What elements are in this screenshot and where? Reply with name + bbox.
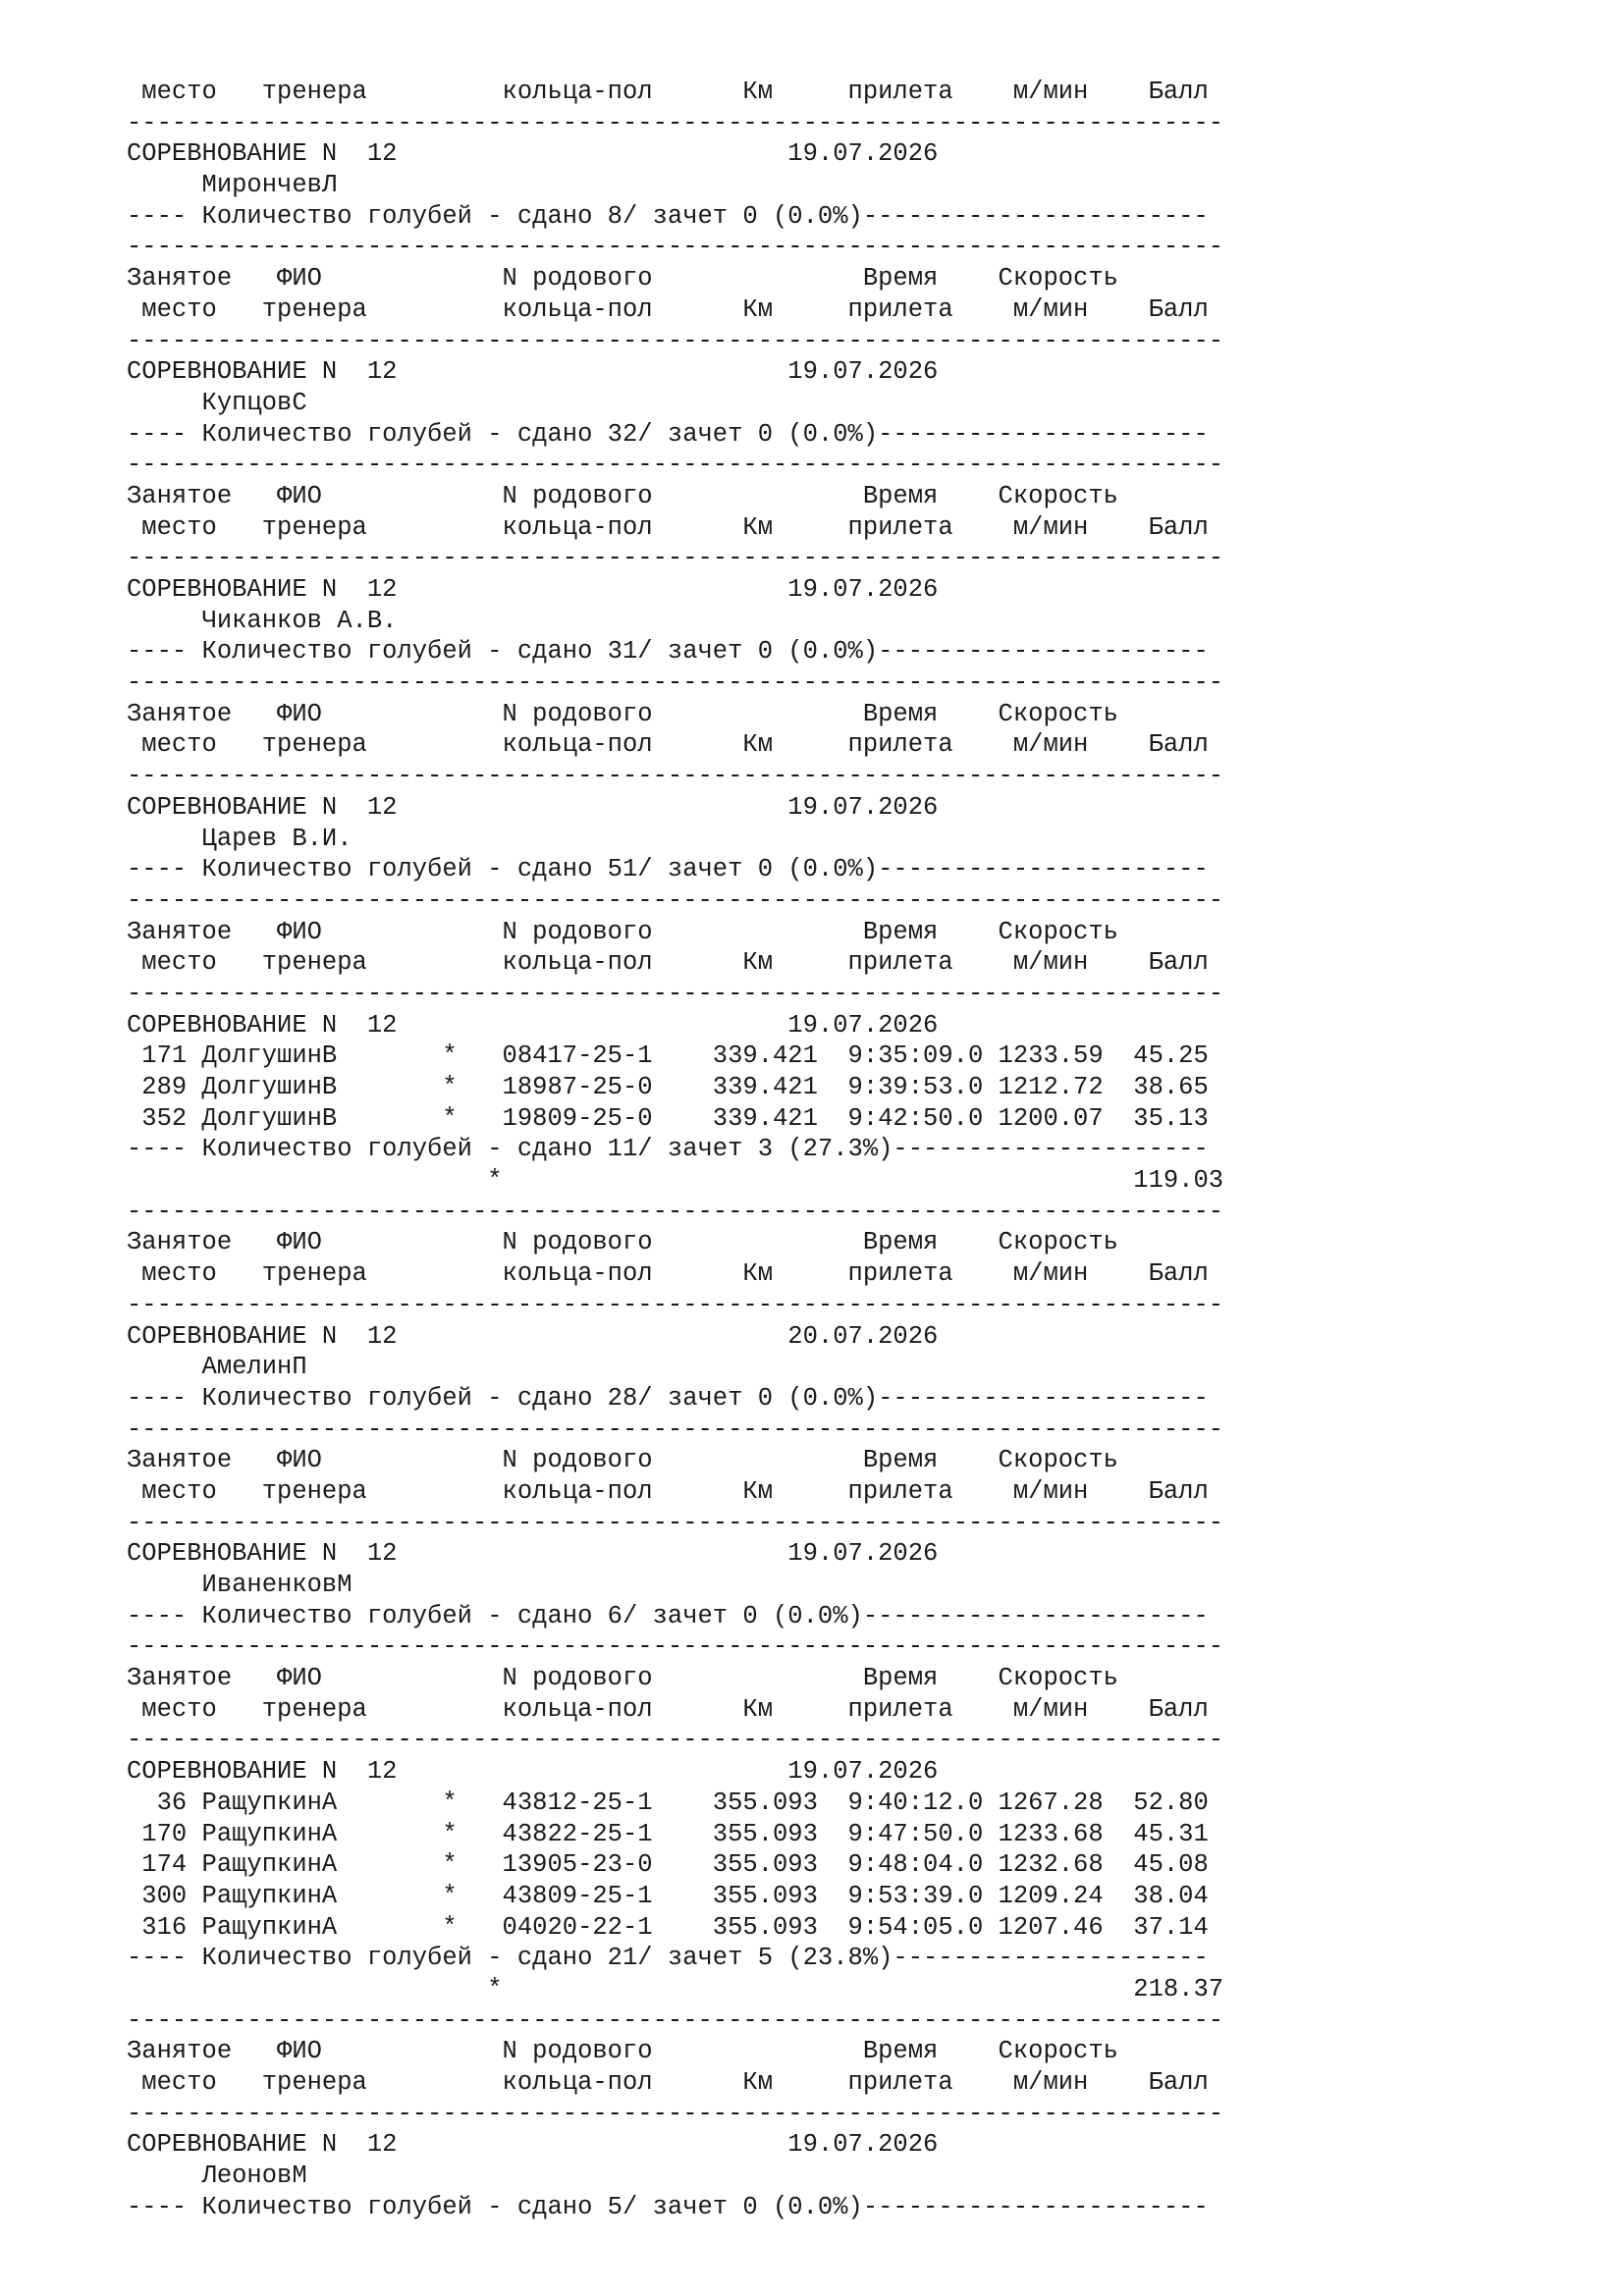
trainer-name: Чиканков А.В. [127,606,398,635]
separator-line: ------------------------------------------------------------------------- [127,668,1224,698]
result-row: 289 ДолгушинВ * 18987-25-0 339.421 9:39:53.0 1212.72 38.65 [127,1073,1209,1101]
trainer-name: Царев В.И. [127,824,352,853]
pigeon-count-summary: ---- Количество голубей - сдано 31/ зачет 0 (0.0%)---------------------- [127,637,1209,667]
separator-line: ------------------------------------------------------------------------- [127,2005,1224,2035]
separator-line: ------------------------------------------------------------------------- [127,2099,1224,2128]
points-total: * 119.03 [127,1166,1224,1196]
competition-header: СОРЕВНОВАНИЕ N 12 19.07.2026 [127,1010,939,1040]
pigeon-count-summary: ---- Количество голубей - сдано 28/ зачет 0 (0.0%)---------------------- [127,1383,1209,1413]
trainer-name: КупцовС [127,388,307,417]
competition-header: СОРЕВНОВАНИЕ N 12 19.07.2026 [127,792,939,822]
pigeon-count-summary: ---- Количество голубей - сдано 5/ зачет 0 (0.0%)----------------------- [127,2192,1209,2221]
column-header: место тренера кольца-пол Км прилета м/мин Балл [127,730,1209,760]
result-row: 171 ДолгушинВ * 08417-25-1 339.421 9:35:09.0 1233.59 45.25 [127,1041,1209,1071]
pigeon-count-summary: ---- Количество голубей - сдано 32/ зачет 0 (0.0%)---------------------- [127,419,1209,449]
column-header: место тренера кольца-пол Км прилета м/мин Балл [127,294,1209,324]
separator-line: ------------------------------------------------------------------------- [127,979,1224,1008]
race-results-report [127,77,1223,2222]
column-header: Занятое ФИО N родового Время Скорость [127,1664,1118,1693]
separator-line: ------------------------------------------------------------------------- [127,885,1224,915]
result-row: 352 ДолгушинВ * 19809-25-0 339.421 9:42:50.0 1200.07 35.13 [127,1103,1209,1133]
pigeon-count-summary: ---- Количество голубей - сдано 6/ зачет 0 (0.0%)----------------------- [127,1601,1209,1630]
separator-line: ------------------------------------------------------------------------- [127,108,1224,137]
separator-line: ------------------------------------------------------------------------- [127,762,1224,791]
competition-header: СОРЕВНОВАНИЕ N 12 19.07.2026 [127,1539,939,1569]
column-header: место тренера кольца-пол Км прилета м/мин Балл [127,78,1209,106]
separator-line: ------------------------------------------------------------------------- [127,1197,1224,1226]
pigeon-count-summary: ---- Количество голубей - сдано 8/ зачет 0 (0.0%)----------------------- [127,201,1209,231]
competition-header: СОРЕВНОВАНИЕ N 12 19.07.2026 [127,1757,939,1787]
result-row: 316 РащупкинА * 04020-22-1 355.093 9:54:05.0 1207.46 37.14 [127,1912,1209,1942]
pigeon-count-summary: ---- Количество голубей - сдано 11/ зачет 3 (27.3%)--------------------- [127,1135,1209,1164]
competition-header: СОРЕВНОВАНИЕ N 12 19.07.2026 [127,575,939,604]
separator-line: ------------------------------------------------------------------------- [127,544,1224,573]
column-header: Занятое ФИО N родового Время Скорость [127,481,1118,510]
separator-line: ------------------------------------------------------------------------- [127,233,1224,262]
column-header: Занятое ФИО N родового Время Скорость [127,2037,1118,2066]
separator-line: ------------------------------------------------------------------------- [127,451,1224,480]
trainer-name: ИваненковМ [127,1571,352,1599]
column-header: место тренера кольца-пол Км прилета м/мин Балл [127,512,1209,542]
trainer-name: АмелинП [127,1353,307,1382]
competition-header: СОРЕВНОВАНИЕ N 12 19.07.2026 [127,357,939,387]
separator-line: ------------------------------------------------------------------------- [127,326,1224,355]
column-header: место тренера кольца-пол Км прилета м/мин Балл [127,2068,1209,2097]
competition-header: СОРЕВНОВАНИЕ N 12 19.07.2026 [127,2130,939,2160]
column-header: Занятое ФИО N родового Время Скорость [127,264,1118,294]
column-header: место тренера кольца-пол Км прилета м/мин Балл [127,948,1209,978]
separator-line: ------------------------------------------------------------------------- [127,1632,1224,1662]
separator-line: ------------------------------------------------------------------------- [127,1726,1224,1755]
result-row: 174 РащупкинА * 13905-23-0 355.093 9:48:04.0 1232.68 45.08 [127,1850,1209,1880]
trainer-name: МирончевЛ [127,171,338,200]
result-row: 300 РащупкинА * 43809-25-1 355.093 9:53:39.0 1209.24 38.04 [127,1881,1209,1910]
competition-header: СОРЕВНОВАНИЕ N 12 19.07.2026 [127,139,939,169]
column-header: Занятое ФИО N родового Время Скорость [127,1228,1118,1257]
column-header: место тренера кольца-пол Км прилета м/мин Балл [127,1259,1209,1289]
column-header: Занятое ФИО N родового Время Скорость [127,917,1118,946]
separator-line: ------------------------------------------------------------------------- [127,1415,1224,1444]
result-row: 36 РащупкинА * 43812-25-1 355.093 9:40:12.0 1267.28 52.80 [127,1788,1209,1817]
column-header: место тренера кольца-пол Км прилета м/мин Балл [127,1476,1209,1506]
trainer-name: ЛеоновМ [127,2162,307,2191]
pigeon-count-summary: ---- Количество голубей - сдано 21/ зачет 5 (23.8%)--------------------- [127,1944,1209,1973]
competition-header: СОРЕВНОВАНИЕ N 12 20.07.2026 [127,1321,939,1351]
column-header: Занятое ФИО N родового Время Скорость [127,699,1118,728]
separator-line: ------------------------------------------------------------------------- [127,1290,1224,1319]
result-row: 170 РащупкинА * 43822-25-1 355.093 9:47:50.0 1233.68 45.31 [127,1819,1209,1848]
column-header: место тренера кольца-пол Км прилета м/мин Балл [127,1694,1209,1724]
points-total: * 218.37 [127,1974,1224,2003]
separator-line: ------------------------------------------------------------------------- [127,1508,1224,1537]
column-header: Занятое ФИО N родового Время Скорость [127,1446,1118,1475]
pigeon-count-summary: ---- Количество голубей - сдано 51/ зачет 0 (0.0%)---------------------- [127,855,1209,884]
